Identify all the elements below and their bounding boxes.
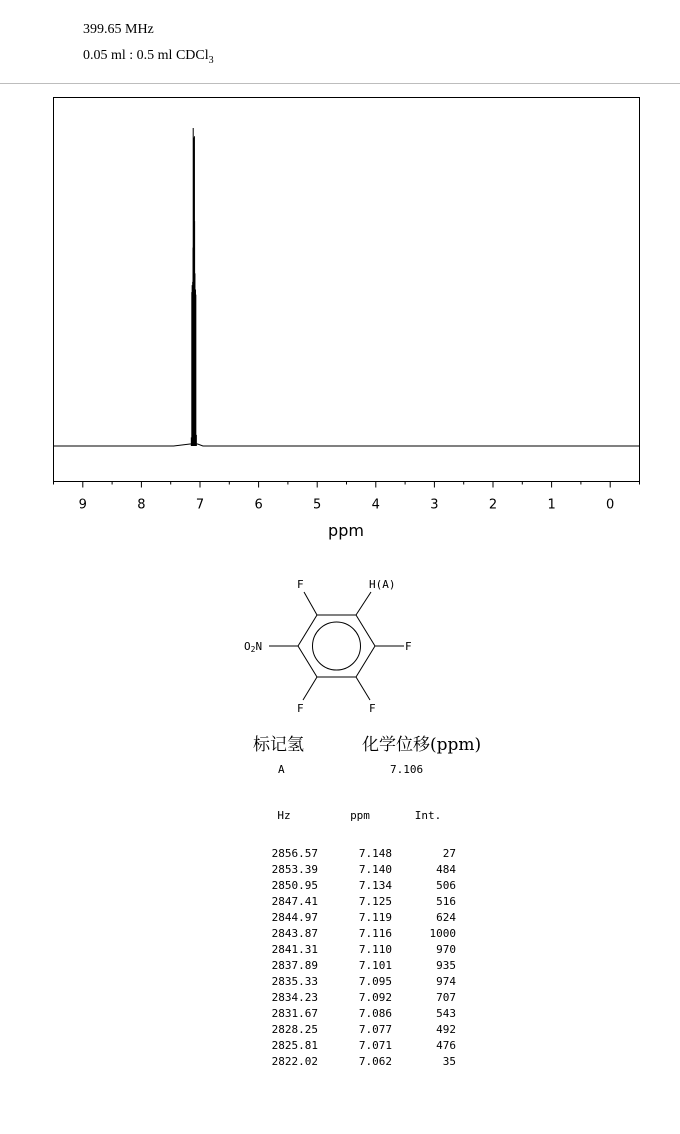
ppm-cell: 7.125 — [358, 895, 392, 908]
table-row — [250, 878, 456, 894]
hz-cell: 2834.23 — [271, 991, 318, 1004]
int-cell: 1000 — [429, 927, 456, 940]
nitro-group — [244, 640, 262, 654]
spectrum-baseline — [54, 444, 640, 446]
int-cell: 970 — [436, 943, 456, 956]
atom-o-subscript: 2 — [250, 645, 256, 654]
benzene-ring — [298, 615, 375, 677]
x-axis-tick-labels — [79, 498, 615, 513]
assignment-row — [0, 763, 680, 777]
ppm-cell: 7.062 — [358, 1055, 392, 1068]
table-row — [250, 846, 456, 862]
int-cell: 484 — [436, 863, 456, 876]
hz-cell: 2825.81 — [271, 1039, 318, 1052]
tick-label: 6 — [254, 497, 263, 513]
hz-cell: 2847.41 — [271, 895, 318, 908]
int-cell: 506 — [436, 879, 456, 892]
hz-cell: 2844.97 — [271, 911, 318, 924]
hz-cell: 2856.57 — [271, 847, 318, 860]
tick-label: 1 — [547, 497, 556, 513]
tick-label: 7 — [195, 497, 205, 513]
plot-frame — [54, 98, 640, 482]
peak-table — [250, 808, 456, 1070]
int-cell: 935 — [436, 959, 456, 972]
table-row — [250, 942, 456, 958]
bond-f-top — [304, 592, 317, 615]
tick-label: 8 — [137, 497, 146, 513]
col-hz: Hz — [277, 809, 291, 822]
table-row — [250, 894, 456, 910]
ppm-cell: 7.148 — [358, 847, 392, 860]
hz-cell: 2835.33 — [271, 975, 318, 988]
peak-table-header — [250, 808, 456, 824]
tick-label: 3 — [430, 497, 439, 513]
table-row — [250, 974, 456, 990]
atom-f-top: F — [297, 578, 304, 591]
ppm-cell: 7.086 — [358, 1007, 392, 1020]
ppm-cell: 7.116 — [358, 927, 392, 940]
int-cell: 27 — [442, 847, 456, 860]
hz-cell: 2841.31 — [271, 943, 318, 956]
hz-cell: 2831.67 — [271, 1007, 318, 1020]
table-row — [250, 1054, 456, 1070]
table-row — [250, 958, 456, 974]
table-row — [250, 862, 456, 878]
int-cell: 476 — [436, 1039, 456, 1052]
aromatic-circle — [313, 622, 361, 670]
ppm-cell: 7.140 — [358, 863, 392, 876]
ppm-cell: 7.119 — [358, 911, 392, 924]
bond-f-bottom-left — [303, 677, 317, 700]
tick-label: 9 — [78, 497, 87, 513]
ppm-cell: 7.110 — [358, 943, 392, 956]
spectrum-peaks — [191, 128, 196, 446]
sample-subscript: 3 — [208, 54, 214, 66]
bond-h — [356, 592, 371, 615]
atom-f-right: F — [405, 640, 412, 653]
nmr-spectrum-chart — [0, 0, 680, 560]
table-row — [250, 1006, 456, 1022]
ppm-cell: 7.134 — [358, 879, 392, 892]
bond-f-bottom-right — [356, 677, 370, 700]
int-cell: 35 — [442, 1055, 456, 1068]
int-cell: 624 — [436, 911, 456, 924]
col-int: Int. — [414, 809, 442, 822]
atom-h-a: H(A) — [369, 578, 396, 591]
table-row — [250, 926, 456, 942]
hz-cell: 2853.39 — [271, 863, 318, 876]
hz-cell: 2837.89 — [271, 959, 318, 972]
spectrometer-frequency: 399.65 MHz — [83, 22, 154, 37]
tick-label: 2 — [488, 497, 498, 513]
ppm-cell: 7.092 — [358, 991, 392, 1004]
table-row — [250, 990, 456, 1006]
ppm-cell: 7.071 — [358, 1039, 392, 1052]
atom-f-bottom-right: F — [369, 702, 376, 715]
hz-cell: 2850.95 — [271, 879, 318, 892]
hz-cell: 2822.02 — [271, 1055, 318, 1068]
peak-table-body — [250, 846, 456, 1070]
x-axis-title: ppm — [328, 521, 364, 540]
x-axis-ticks — [54, 482, 640, 488]
table-row — [250, 1038, 456, 1054]
hz-cell: 2828.25 — [271, 1023, 318, 1036]
ppm-cell: 7.077 — [358, 1023, 392, 1036]
atom-n: N — [255, 640, 263, 653]
assignment-shift-header: 化学位移(ppm) — [362, 735, 482, 755]
int-cell: 974 — [436, 975, 456, 988]
assignment-label: A — [278, 763, 285, 776]
tick-label: 5 — [313, 497, 322, 513]
table-row — [250, 1022, 456, 1038]
tick-label: 0 — [606, 497, 615, 513]
ppm-cell: 7.095 — [358, 975, 392, 988]
hz-cell: 2843.87 — [271, 927, 318, 940]
int-cell: 516 — [436, 895, 456, 908]
molecule-structure — [230, 570, 430, 720]
ppm-cell: 7.101 — [358, 959, 392, 972]
tick-label: 4 — [371, 497, 380, 513]
atom-o: O — [244, 640, 251, 653]
table-row — [250, 910, 456, 926]
atom-f-bottom-left: F — [297, 702, 304, 715]
int-cell: 707 — [436, 991, 456, 1004]
int-cell: 492 — [436, 1023, 456, 1036]
assignment-shift: 7.106 — [390, 763, 424, 776]
sample-text: 0.05 ml : 0.5 ml CDCl — [83, 48, 209, 63]
col-ppm: ppm — [350, 809, 370, 822]
int-cell: 543 — [436, 1007, 456, 1020]
assignment-label-header: 标记氢 — [253, 735, 304, 755]
